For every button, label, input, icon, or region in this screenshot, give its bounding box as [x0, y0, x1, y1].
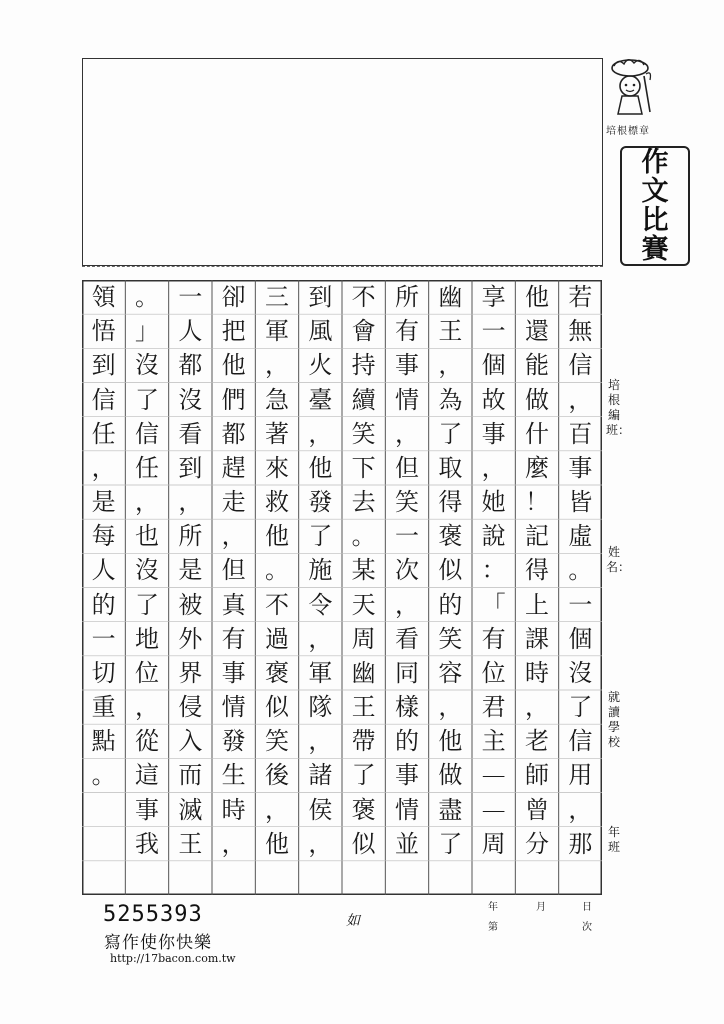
- essay-char: —: [481, 795, 506, 824]
- essay-char: 他: [525, 283, 549, 312]
- essay-char: 時: [525, 658, 549, 687]
- essay-char: 悟: [91, 317, 116, 346]
- essay-char: ，: [395, 419, 419, 448]
- essay-char: 笑: [438, 624, 463, 653]
- essay-char: 趕: [221, 453, 246, 482]
- essay-char: 也: [135, 522, 159, 551]
- essay-char: 位: [135, 658, 159, 687]
- essay-char: 」: [135, 317, 159, 346]
- essay-char: 時: [221, 795, 246, 824]
- essay-char: 風: [308, 317, 333, 346]
- essay-char: 情: [395, 795, 419, 824]
- essay-char: 信: [91, 385, 116, 414]
- bacon-mascot-icon: [604, 56, 660, 120]
- essay-char: 滅: [178, 795, 203, 824]
- essay-char: 軍: [308, 658, 333, 687]
- times-field: 次: [582, 922, 592, 933]
- essay-char: 了: [351, 761, 376, 790]
- essay-char: ：: [481, 556, 506, 585]
- essay-char: 做: [525, 385, 549, 414]
- month-field: 月: [536, 902, 546, 913]
- essay-char: 火: [308, 351, 333, 380]
- class-number-label: 培根編班：: [606, 378, 631, 437]
- essay-char: 人: [91, 556, 116, 585]
- essay-char: 令: [308, 590, 333, 619]
- essay-char: 幽: [351, 658, 376, 687]
- essay-char: 看: [395, 624, 419, 653]
- essay-char: 為: [438, 385, 463, 414]
- essay-char: 一: [481, 317, 506, 346]
- essay-char: 用: [568, 761, 593, 790]
- essay-char: 笑: [395, 488, 419, 517]
- essay-char: 所: [178, 522, 203, 551]
- essay-char: 事: [221, 658, 246, 687]
- name-label: 姓名：: [606, 545, 631, 574]
- essay-char: 故: [481, 385, 506, 414]
- essay-char: 被: [178, 590, 203, 619]
- essay-char: 會: [351, 317, 376, 346]
- title-char: 文: [641, 176, 669, 207]
- essay-char: 取: [438, 453, 463, 482]
- essay-char: 了: [568, 693, 593, 722]
- essay-char: 皆: [568, 488, 593, 517]
- essay-char: 事: [568, 453, 593, 482]
- title-char: 作: [641, 147, 669, 178]
- essay-char: 事: [395, 351, 419, 380]
- essay-char: 隊: [308, 693, 333, 722]
- essay-char: ，: [91, 453, 116, 482]
- essay-char: 發: [308, 488, 333, 517]
- essay-char: 救: [265, 488, 289, 517]
- essay-char: ，: [308, 624, 333, 653]
- essay-char: 軍: [265, 317, 289, 346]
- essay-char: ，: [265, 795, 289, 824]
- essay-char: 有: [221, 624, 246, 653]
- essay-char: 三: [265, 283, 289, 312]
- essay-char: 重: [91, 693, 116, 722]
- essay-char: 還: [525, 317, 549, 346]
- essay-char: 著: [265, 419, 289, 448]
- writing-grid: [82, 280, 602, 895]
- essay-char: 記: [525, 522, 549, 551]
- essay-char: 。: [91, 761, 116, 790]
- essay-char: 都: [178, 351, 203, 380]
- essay-char: 領: [91, 283, 116, 312]
- essay-char: 地: [135, 624, 159, 653]
- essay-char: 信: [568, 351, 593, 380]
- essay-char: 一: [568, 590, 593, 619]
- essay-char: ，: [568, 385, 593, 414]
- essay-char: ，: [135, 488, 159, 517]
- essay-char: 容: [438, 658, 463, 687]
- essay-char: 切: [91, 658, 116, 687]
- essay-char: 事: [395, 761, 419, 790]
- essay-char: 任: [135, 453, 159, 482]
- essay-char: 麼: [525, 453, 549, 482]
- essay-char: 不: [265, 590, 289, 619]
- essay-char: 諸: [308, 761, 333, 790]
- title-char: 比: [641, 205, 669, 236]
- essay-char: 侵: [178, 693, 203, 722]
- essay-char: 有: [481, 624, 506, 653]
- essay-char: 所: [395, 283, 419, 312]
- essay-char: 了: [438, 419, 463, 448]
- essay-char: 盡: [438, 795, 463, 824]
- essay-char: 褒: [351, 795, 376, 824]
- essay-char: 急: [265, 385, 289, 414]
- essay-char: 下: [351, 453, 376, 482]
- essay-char: 到: [308, 283, 333, 312]
- essay-char: 次: [395, 556, 419, 585]
- essay-char: 一: [91, 624, 116, 653]
- serial-number: 5255393: [103, 902, 203, 927]
- essay-char: ，: [395, 590, 419, 619]
- essay-char: 師: [525, 761, 549, 790]
- essay-char: 入: [178, 727, 203, 756]
- essay-char: ，: [308, 829, 333, 858]
- title-char: 賽: [641, 234, 669, 265]
- essay-char: 沒: [178, 385, 203, 414]
- essay-char: 到: [178, 453, 203, 482]
- essay-char: 們: [221, 385, 246, 414]
- essay-char: 他: [308, 453, 333, 482]
- essay-char: 人: [178, 317, 203, 346]
- essay-char: 界: [178, 658, 203, 687]
- essay-char: 上: [525, 590, 549, 619]
- essay-char: 君: [481, 693, 506, 722]
- essay-char: 施: [308, 556, 333, 585]
- essay-char: 但: [395, 453, 419, 482]
- day-field: 日: [582, 902, 592, 913]
- essay-char: 褒: [438, 522, 463, 551]
- essay-char: 百: [568, 419, 593, 448]
- essay-char: 沒: [135, 556, 159, 585]
- essay-char: 發: [221, 727, 246, 756]
- essay-char: ，: [308, 727, 333, 756]
- essay-char: 似: [351, 829, 376, 858]
- essay-char: 老: [525, 727, 549, 756]
- essay-char: 褒: [265, 658, 289, 687]
- essay-char: 那: [568, 829, 593, 858]
- competition-title-box: [620, 146, 690, 266]
- essay-char: 他: [221, 351, 246, 380]
- essay-char: 主: [481, 727, 506, 756]
- essay-char: ，: [438, 351, 463, 380]
- essay-char: 的: [438, 590, 463, 619]
- essay-char: 若: [568, 283, 593, 312]
- essay-char: 走: [221, 488, 246, 517]
- essay-char: 後: [265, 761, 289, 790]
- essay-char: 樣: [395, 693, 419, 722]
- essay-char: 生: [221, 761, 246, 790]
- essay-char: 分: [525, 829, 549, 858]
- essay-char: 他: [438, 727, 463, 756]
- essay-char: 。: [135, 283, 159, 312]
- essay-char: 事: [135, 795, 159, 824]
- essay-char: 某: [351, 556, 376, 585]
- essay-char: 而: [178, 761, 203, 790]
- essay-char: 享: [481, 283, 506, 312]
- essay-char: 續: [351, 385, 376, 414]
- essay-char: 王: [178, 829, 203, 858]
- essay-char: 沒: [568, 658, 593, 687]
- handwritten-note: 如: [346, 913, 360, 929]
- grade-label: 年 班: [607, 825, 633, 854]
- essay-char: 幽: [438, 283, 463, 312]
- essay-char: 得: [525, 556, 549, 585]
- year-field: 年: [488, 902, 498, 913]
- essay-char: 我: [135, 829, 159, 858]
- essay-char: 了: [135, 385, 159, 414]
- essay-char: 同: [395, 658, 419, 687]
- essay-char: 情: [221, 693, 246, 722]
- essay-char: ，: [178, 488, 203, 517]
- essay-char: 臺: [308, 385, 333, 414]
- essay-char: 了: [438, 829, 463, 858]
- essay-char: 位: [481, 658, 506, 687]
- essay-char: 去: [351, 488, 376, 517]
- essay-char: 得: [438, 488, 463, 517]
- essay-char: 王: [438, 317, 463, 346]
- essay-char: 來: [265, 453, 289, 482]
- essay-char: 持: [351, 351, 376, 380]
- essay-char: —: [481, 761, 506, 790]
- essay-char: 是: [178, 556, 203, 585]
- essay-char: 一: [395, 522, 419, 551]
- essay-char: 她: [481, 488, 506, 517]
- essay-char: 什: [525, 419, 549, 448]
- essay-char: ，: [438, 693, 463, 722]
- essay-char: 每: [91, 522, 116, 551]
- essay-char: 能: [525, 351, 549, 380]
- essay-char: 信: [568, 727, 593, 756]
- essay-char: ，: [481, 453, 506, 482]
- essay-char: 沒: [135, 351, 159, 380]
- essay-char: 的: [91, 590, 116, 619]
- essay-char: 。: [265, 556, 289, 585]
- essay-char: 做: [438, 761, 463, 790]
- essay-char: 不: [351, 283, 376, 312]
- essay-char: 笑: [351, 419, 376, 448]
- essay-char: ，: [221, 829, 246, 858]
- essay-char: 笑: [265, 727, 289, 756]
- essay-char: 到: [91, 351, 116, 380]
- essay-char: ！: [525, 488, 549, 517]
- essay-char: 。: [351, 522, 376, 551]
- essay-char: 說: [481, 522, 506, 551]
- essay-char: ，: [135, 693, 159, 722]
- essay-char: 都: [221, 419, 246, 448]
- essay-char: ，: [265, 351, 289, 380]
- essay-char: 他: [265, 522, 289, 551]
- essay-char: 侯: [308, 795, 333, 824]
- essay-char: 真: [221, 590, 246, 619]
- essay-char: 天: [351, 590, 376, 619]
- essay-char: 了: [135, 590, 159, 619]
- essay-char: 的: [395, 727, 419, 756]
- essay-char: 這: [135, 761, 159, 790]
- teacher-comment-box: [82, 58, 603, 266]
- essay-char: 外: [178, 624, 203, 653]
- essay-char: 個: [481, 351, 506, 380]
- school-label: 就讀學校: [607, 690, 620, 749]
- essay-char: 事: [481, 419, 506, 448]
- essay-char: 。: [568, 556, 593, 585]
- essay-char: 但: [221, 556, 246, 585]
- essay-char: 任: [91, 419, 116, 448]
- essay-char: 點: [91, 727, 116, 756]
- essay-char: 周: [351, 624, 376, 653]
- essay-char: ，: [308, 419, 333, 448]
- essay-char: 情: [395, 385, 419, 414]
- essay-char: 個: [568, 624, 593, 653]
- essay-char: 從: [135, 727, 159, 756]
- essay-char: 卻: [221, 283, 246, 312]
- essay-char: 「: [481, 590, 506, 619]
- ordinal-field: 第: [488, 922, 498, 933]
- essay-char: 他: [265, 829, 289, 858]
- essay-char: 課: [525, 624, 549, 653]
- essay-char: 虛: [568, 522, 593, 551]
- essay-char: 曾: [525, 795, 549, 824]
- essay-char: 並: [395, 829, 419, 858]
- essay-char: ，: [221, 522, 246, 551]
- essay-char: 過: [265, 624, 289, 653]
- essay-char: 似: [265, 693, 289, 722]
- essay-char: 無: [568, 317, 593, 346]
- essay-char: 似: [438, 556, 463, 585]
- perforation-line: [82, 266, 603, 267]
- stamp-label: 培根標章: [606, 126, 650, 137]
- essay-char: 一: [178, 283, 203, 312]
- essay-char: 有: [395, 317, 419, 346]
- essay-char: ，: [568, 795, 593, 824]
- essay-char: 王: [351, 693, 376, 722]
- essay-char: 把: [221, 317, 246, 346]
- essay-char: 周: [481, 829, 506, 858]
- website-url: http://17bacon.com.tw: [110, 952, 236, 965]
- slogan: 寫作使你快樂: [104, 933, 212, 953]
- essay-char: 是: [91, 488, 116, 517]
- essay-char: 帶: [351, 727, 376, 756]
- essay-char: ，: [525, 693, 549, 722]
- essay-char: 了: [308, 522, 333, 551]
- essay-char: 看: [178, 419, 203, 448]
- essay-char: 信: [135, 419, 159, 448]
